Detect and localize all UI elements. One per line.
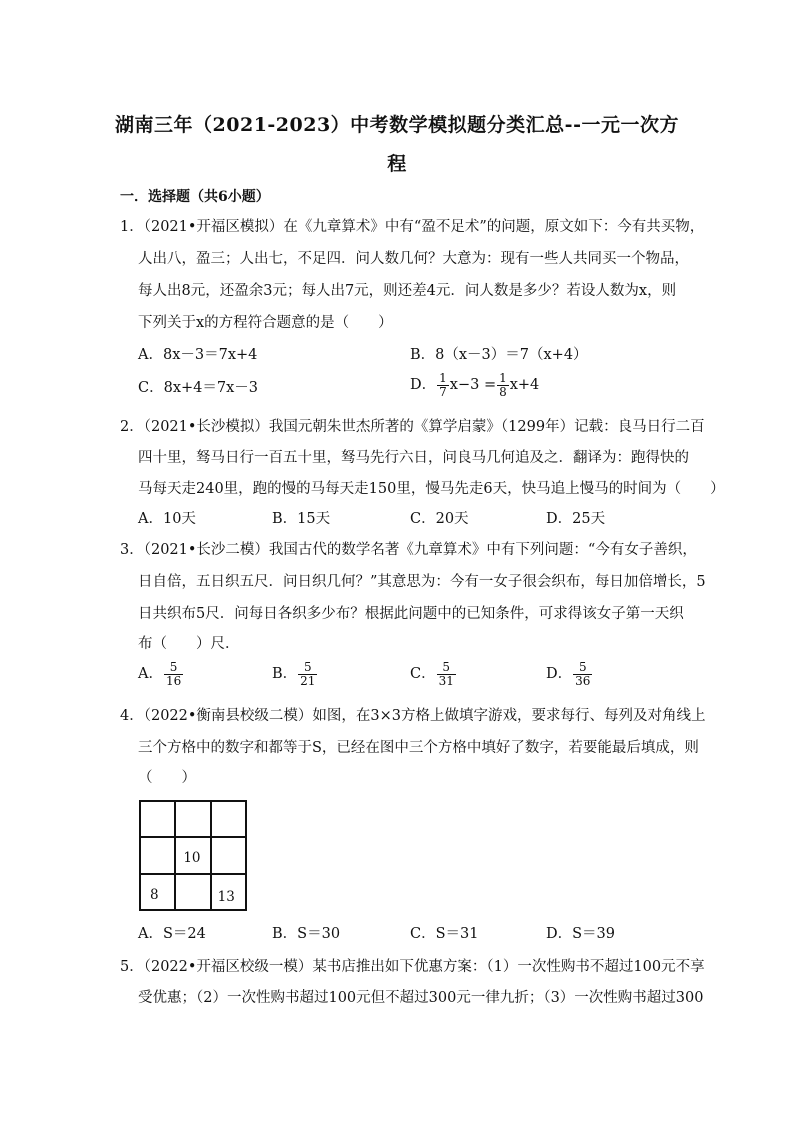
q3-a-label: A． <box>138 666 163 683</box>
q3-a-fraction <box>164 661 183 687</box>
document-title-line-2: 程 <box>387 153 407 175</box>
q3-d-label: D． <box>546 666 573 683</box>
grid-cell <box>175 874 210 910</box>
grid-cell <box>211 801 246 837</box>
q1-option-b: B．8（x－3）＝7（x+4） <box>410 347 588 363</box>
q1-line-4: 下列关于x的方程符合题意的是（ ） <box>138 315 393 331</box>
q1-option-c: C．8x+4＝7x－3 <box>138 380 258 396</box>
grid-cell <box>175 801 210 837</box>
section-heading: 一．选择题（共6小题） <box>120 189 270 205</box>
q1-d-f1-denominator: 7 <box>439 384 447 399</box>
q3-b-numerator: 5 <box>303 660 312 674</box>
magic-square-grid <box>139 800 247 911</box>
q5-line-1: 5．（2022•开福区校级一模）某书店推出如下优惠方案：（1）一次性购书不超过100元不享 <box>120 959 705 975</box>
q1-line-2: 人出八，盈三；人出七，不足四．问人数几何？大意为：现有一些人共同买一个物品， <box>138 251 689 267</box>
q3-d-fraction <box>573 661 592 687</box>
grid-cell: 8 <box>140 874 175 910</box>
q3-b-fraction <box>298 661 317 687</box>
q3-c-label: C． <box>410 666 436 683</box>
q3-a-denominator: 16 <box>165 673 182 688</box>
grid-cell: 13 <box>211 874 246 910</box>
q4-option-a: A．S＝24 <box>138 926 206 942</box>
document-title-line-1: 湖南三年（2021-2023）中考数学模拟题分类汇总--一元一次方 <box>115 114 679 136</box>
q1-d-f2-denominator: 8 <box>499 384 507 399</box>
q1-option-d-middle: x−3 = <box>449 377 497 394</box>
q3-d-denominator: 36 <box>575 673 591 688</box>
q3-option-b <box>272 661 318 687</box>
q2-line-1: 2．（2021•长沙模拟）我国元朝朱世杰所著的《算学启蒙》（1299年）记载：良马日行二百 <box>120 419 705 435</box>
q3-d-numerator: 5 <box>578 660 587 674</box>
q4-option-d: D．S＝39 <box>546 926 616 942</box>
q5-line-2: 受优惠；（2）一次性购书超过100元但不超过300元一律九折；（3）一次性购书超过300 <box>138 990 704 1006</box>
q2-option-d: D．25天 <box>546 511 606 527</box>
q3-c-numerator: 5 <box>442 660 451 674</box>
q2-line-2: 四十里，驽马日行一百五十里，驽马先行六日，问良马几何追及之．翻译为：跑得快的 <box>138 450 689 466</box>
q1-option-d-fraction-1 <box>437 372 449 398</box>
q3-line-1: 3．（2021•长沙二模）我国古代的数学名著《九章算术》中有下列问题：“今有女子善织， <box>120 542 697 558</box>
q1-option-d <box>410 372 539 398</box>
q1-line-1: 1．（2021•开福区模拟）在《九章算术》中有“盈不足术”的问题，原文如下：今有共买物， <box>120 219 705 235</box>
q3-option-d <box>546 661 593 687</box>
q3-a-numerator: 5 <box>169 660 178 674</box>
q3-option-c <box>410 661 457 687</box>
grid-cell <box>140 801 175 837</box>
q4-line-2: 三个方格中的数字和都等于S，已经在图中三个方格中填好了数字，若要能最后填成，则 <box>138 740 699 756</box>
q3-c-denominator: 31 <box>438 673 454 688</box>
grid-cell: 10 <box>175 837 210 873</box>
q1-option-d-end: x+4 <box>509 377 540 394</box>
q4-line-3: （ ） <box>138 770 196 786</box>
q2-option-c: C．20天 <box>410 511 469 527</box>
q2-option-b: B．15天 <box>272 511 331 527</box>
q1-option-d-fraction-2 <box>497 372 509 398</box>
q3-line-4: 布（ ）尺． <box>138 636 240 652</box>
q3-c-fraction <box>437 661 456 687</box>
q2-line-3: 马每天走240里，跑的慢的马每天走150里，慢马先走6天，快马追上慢马的时间为（ ） <box>138 481 725 497</box>
q4-line-1: 4．（2022•衡南县校级二模）如图，在3×3方格上做填字游戏，要求每行、每列及对角线上 <box>120 708 706 724</box>
q3-line-3: 日共织布5尺．问每日各织多少布？根据此问题中的已知条件，可求得该女子第一天织 <box>138 606 684 622</box>
q2-option-a: A．10天 <box>138 511 196 527</box>
q4-option-b: B．S＝30 <box>272 926 341 942</box>
q1-d-f1-numerator: 1 <box>439 371 447 385</box>
grid-cell <box>211 837 246 873</box>
q1-option-a: A．8x－3＝7x+4 <box>138 347 258 363</box>
q1-option-d-label: D． <box>410 377 437 394</box>
q1-line-3: 每人出8元，还盈余3元；每人出7元，则还差4元．问人数是多少？若设人数为x，则 <box>138 283 677 299</box>
q3-b-denominator: 21 <box>300 673 316 688</box>
grid-cell <box>140 837 175 873</box>
q3-b-label: B． <box>272 666 298 683</box>
q3-line-2: 日自倍，五日织五尺．问日织几何？”其意思为：今有一女子很会织布，每日加倍增长，5 <box>138 574 706 590</box>
q1-d-f2-numerator: 1 <box>499 371 507 385</box>
q3-option-a <box>138 661 184 687</box>
q4-option-c: C．S＝31 <box>410 926 479 942</box>
